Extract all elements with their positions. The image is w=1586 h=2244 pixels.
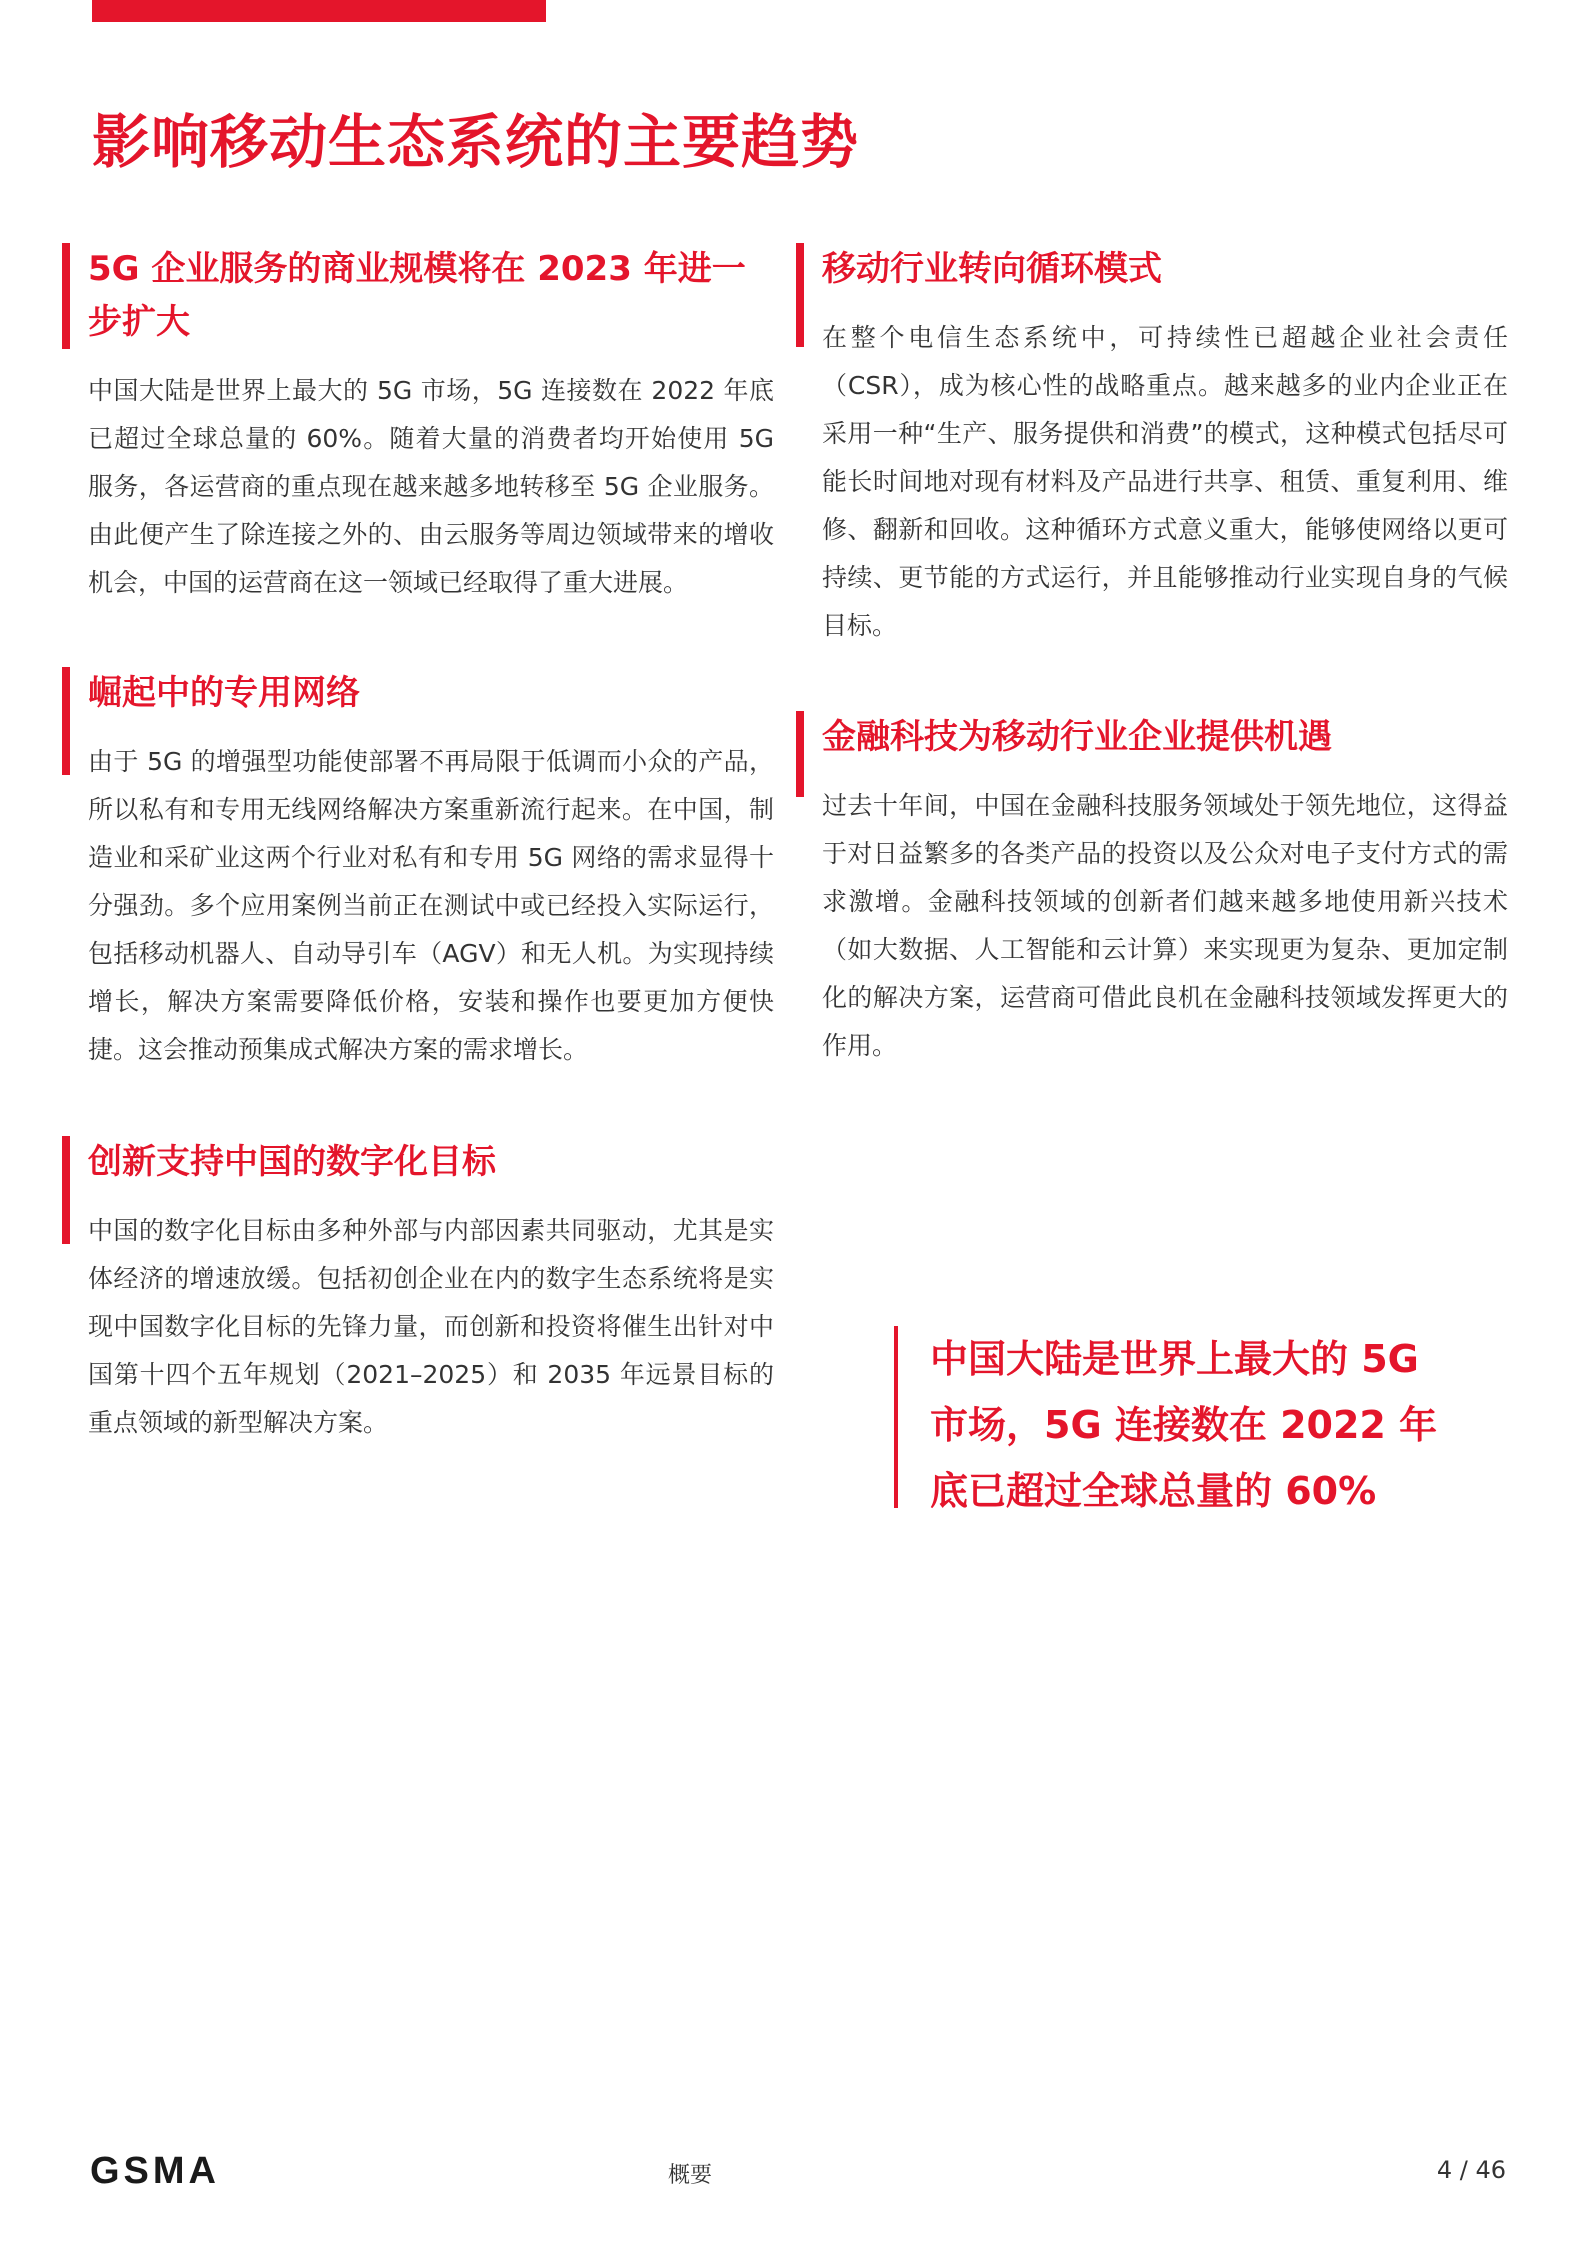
section-5g-enterprise: [62, 243, 774, 607]
section-private-networks: [62, 667, 774, 1074]
section-digital-goals: [62, 1136, 774, 1447]
quote-accent-bar: [894, 1326, 898, 1508]
section-accent-bar: [62, 243, 70, 349]
section-accent-bar: [796, 243, 804, 347]
page-title: 影响移动生态系统的主要趋势: [92, 108, 860, 176]
gsma-logo: GSMA: [90, 2150, 220, 2192]
section-accent-bar: [62, 667, 70, 775]
section-circular-model: [796, 243, 1508, 650]
section-body: 过去十年间，中国在金融科技服务领域处于领先地位，这得益于对日益繁多的各类产品的投资以及公众对电子支付方式的需求激增。金融科技领域的创新者们越来越多地使用新兴技术（如大数据、人工智能和云计算）来实现更为复杂、更加定制化的解决方案，运营商可借此良机在金融科技领域发挥更大的作用。: [822, 791, 1508, 1060]
section-fintech: [796, 711, 1508, 1070]
top-accent-bar: [92, 0, 546, 22]
section-body: 中国大陆是世界上最大的 5G 市场，5G 连接数在 2022 年底已超过全球总量的 60%。随着大量的消费者均开始使用 5G 服务，各运营商的重点现在越来越多地转移至 5G 企业服务。由此便产生了除连接之外的、由云服务等周边领域带来的增收机会，中国的运营商在这一领域已经取得了重大进展。: [88, 376, 774, 597]
section-body: 由于 5G 的增强型功能使部署不再局限于低调而小众的产品，所以私有和专用无线网络解决方案重新流行起来。在中国，制造业和采矿业这两个行业对私有和专用 5G 网络的需求显得十分强劲。多个应用案例当前正在测试中或已经投入实际运行，包括移动机器人、自动导引车（AGV）和无人机。为实现持续增长，解决方案需要降低价格，安装和操作也要更加方便快捷。这会推动预集成式解决方案的需求增长。: [88, 747, 774, 1064]
section-body: 中国的数字化目标由多种外部与内部因素共同驱动，尤其是实体经济的增速放缓。包括初创企业在内的数字生态系统将是实现中国数字化目标的先锋力量，而创新和投资将催生出针对中国第十四个五年规划（2021–2025）和 2035 年远景目标的重点领域的新型解决方案。: [88, 1216, 774, 1437]
section-heading: 创新支持中国的数字化目标: [88, 1142, 496, 1182]
section-accent-bar: [62, 1136, 70, 1244]
section-heading: 移动行业转向循环模式: [822, 249, 1162, 289]
pull-quote: [894, 1326, 1454, 1524]
section-heading: 金融科技为移动行业企业提供机遇: [822, 717, 1332, 757]
page-number: 4 / 46: [1436, 2156, 1506, 2184]
pull-quote-text: 中国大陆是世界上最大的 5G 市场，5G 连接数在 2022 年底已超过全球总量的 60%: [930, 1337, 1438, 1513]
section-heading: 崛起中的专用网络: [88, 673, 360, 713]
section-body: 在整个电信生态系统中，可持续性已超越企业社会责任（CSR），成为核心性的战略重点。越来越多的业内企业正在采用一种“生产、服务提供和消费”的模式，这种模式包括尽可能长时间地对现有材料及产品进行共享、租赁、重复利用、维修、翻新和回收。这种循环方式意义重大，能够使网络以更可持续、更节能的方式运行，并且能够推动行业实现自身的气候目标。: [822, 323, 1508, 640]
footer-section-label: 概要: [668, 2163, 713, 2188]
section-heading: 5G 企业服务的商业规模将在 2023 年进一步扩大: [88, 249, 746, 342]
section-accent-bar: [796, 711, 804, 797]
